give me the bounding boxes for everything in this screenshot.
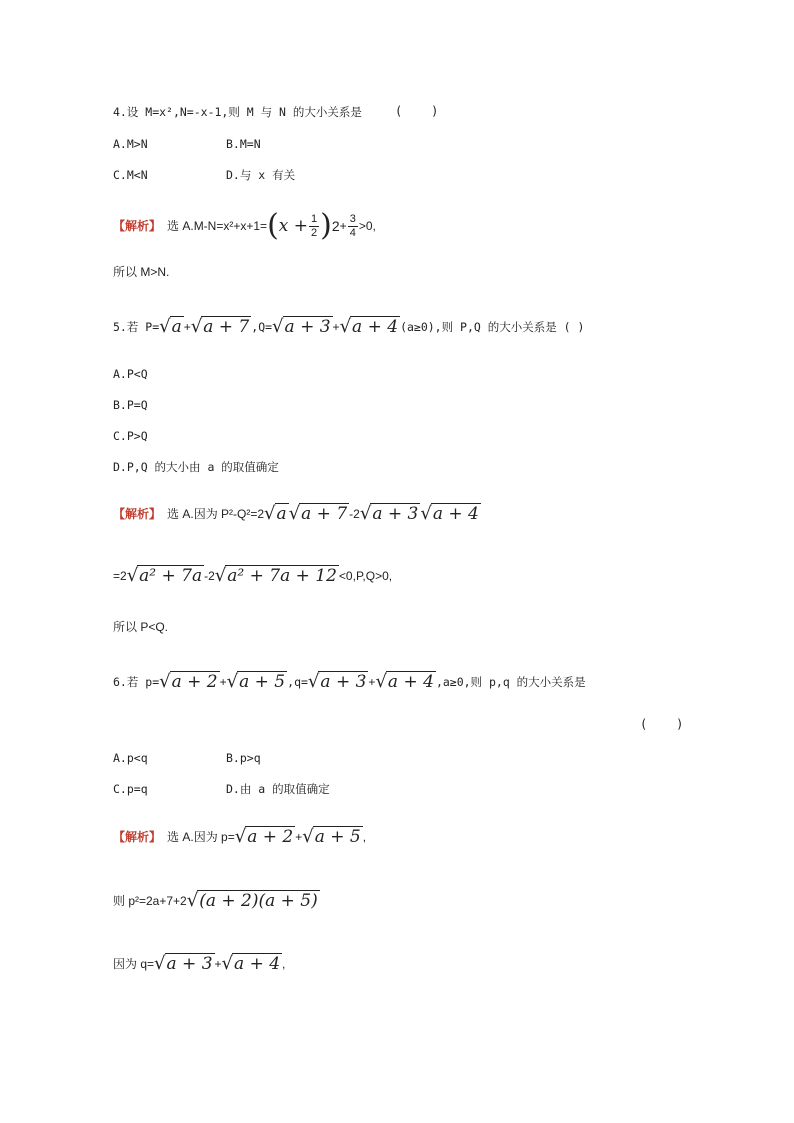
q5-option-c: C.P>Q <box>113 429 148 443</box>
sqrt-expr: √ a + 4 <box>420 503 479 524</box>
sqrt-expr: √ a + 3 <box>272 316 331 337</box>
q5-conclusion: 所以 P<Q. <box>113 620 169 634</box>
q6-option-a: A.p<q <box>113 751 148 765</box>
jiexi-label: 【解析】 <box>113 507 162 521</box>
jiexi-label: 【解析】 <box>113 830 162 844</box>
q6-option-d: D.由 a 的取值确定 <box>226 782 330 796</box>
sqrt-expr: √ a <box>264 503 287 524</box>
sqrt-expr: √ a + 4 <box>339 316 399 337</box>
sqrt-expr: √ a <box>159 316 182 337</box>
sqrt-expr: √ a² + 7a + 12 <box>214 565 337 586</box>
q4-answer-paren: ( ) <box>395 104 439 118</box>
sqrt-expr: √ a + 7 <box>288 503 348 524</box>
sqrt-expr: √ a + 5 <box>226 671 286 692</box>
q6-option-c: C.p=q <box>113 782 148 796</box>
q6-solution-line1: 【解析】 选 A.因为 p= √ a + 2 + √ a + 5 , <box>113 826 367 847</box>
q4-option-b: B.M=N <box>226 137 261 151</box>
q6-stem: 6.若 p= √ a + 2 + √ a + 5 ,q= √ a + 3 + √ a + 4 ,a≥0,则 p,q 的大小关系是 <box>113 671 586 692</box>
q6-solution-line3: 因为 q= √ a + 3 + √ a + 4 , <box>113 953 286 974</box>
q6-answer-paren: ( ) <box>640 717 684 731</box>
q5-stem: 5.若 P= √ a + √ a + 7 ,Q= √ a + 3 + √ a + 4 (a≥0),则 P,Q 的大小关系是 ( ) <box>113 316 585 337</box>
fraction-half: $\frac{1}{2}$ <box>311 212 318 239</box>
q6-solution-line2: 则 p²=2a+7+2 √ (a + 2)(a + 5) <box>113 890 318 911</box>
sqrt-expr: √ a + 2 <box>234 826 294 847</box>
jiexi-label: 【解析】 <box>113 219 162 233</box>
q4-option-d: D.与 x 有关 <box>226 168 296 182</box>
q5-option-a: A.P<Q <box>113 367 148 381</box>
sqrt-expr: √ a + 3 <box>359 503 419 524</box>
q4-solution: 【解析】 选 A.M-N=x²+x+1= ( x + $\frac{1}{2}$ ) 2 + $\frac{3}{4}$ >0, <box>113 208 376 243</box>
q5-solution-line2: =2 √ a² + 7a -2 √ a² + 7a + 12 <0,P,Q>0, <box>113 565 393 586</box>
q6-option-b: B.p>q <box>226 751 261 765</box>
q5-option-d: D.P,Q 的大小由 a 的取值确定 <box>113 460 279 474</box>
sqrt-expr: √ a + 4 <box>375 671 434 692</box>
q4-option-a: A.M>N <box>113 137 148 151</box>
sqrt-expr: √ a + 2 <box>159 671 218 692</box>
sqrt-expr: √ a + 3 <box>307 671 367 692</box>
sqrt-expr: √ a² + 7a <box>126 565 203 586</box>
sqrt-expr: √ a + 4 <box>221 953 281 974</box>
q4-option-c: C.M<N <box>113 168 148 182</box>
q4-conclusion: 所以 M>N. <box>113 265 170 279</box>
sqrt-expr: √ a + 3 <box>154 953 213 974</box>
fraction-three-quarters: $\frac{3}{4}$ <box>349 212 356 239</box>
sqrt-expr: √ a + 7 <box>190 316 250 337</box>
sqrt-expr: √ (a + 2)(a + 5) <box>186 890 318 911</box>
q4-stem: 4.设 M=x²,N=-x-1,则 M 与 N 的大小关系是 <box>113 105 362 119</box>
q5-option-b: B.P=Q <box>113 398 148 412</box>
sqrt-expr: √ a + 5 <box>302 826 361 847</box>
q5-solution-line1: 【解析】 选 A.因为 P²-Q²=2 √ a √ a + 7 -2 √ a + 3 √ a + 4 <box>113 503 479 524</box>
